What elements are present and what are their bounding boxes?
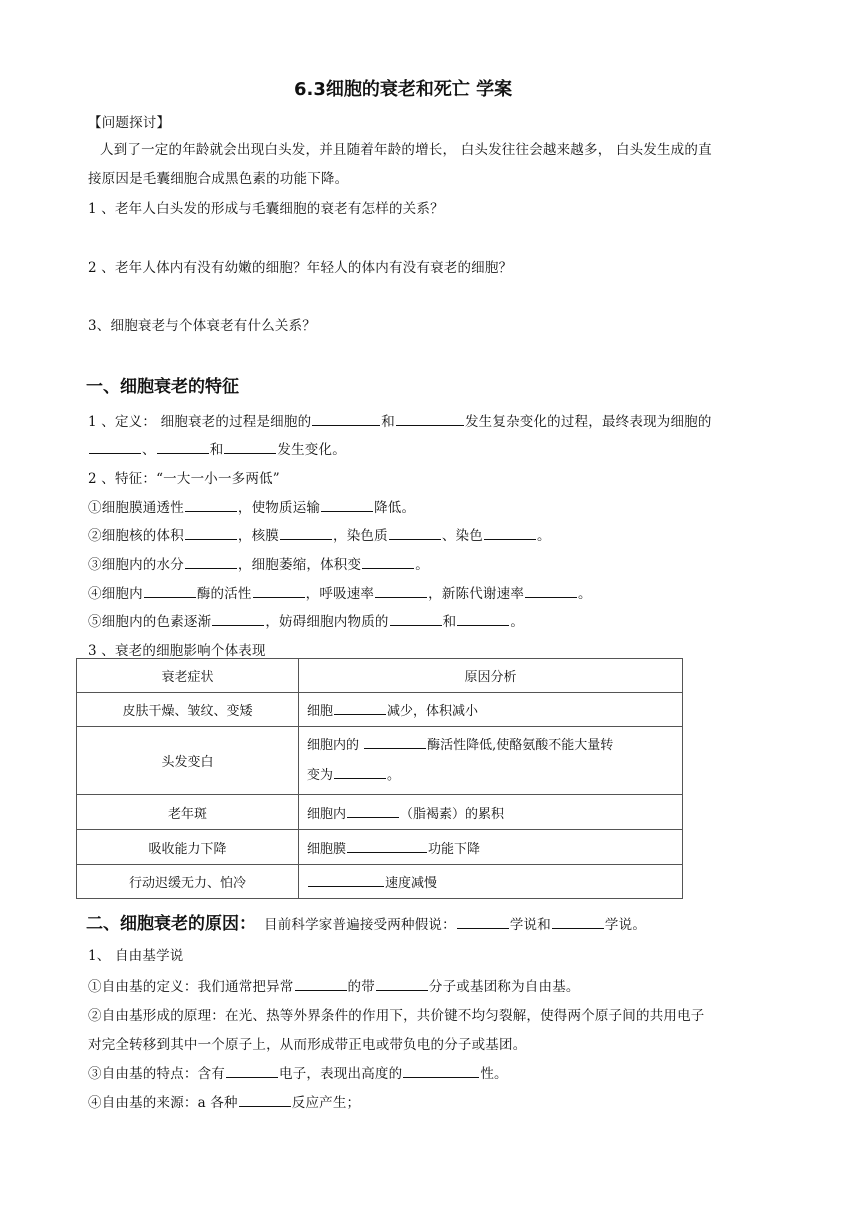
- intro-label: 【问题探讨】: [88, 115, 171, 131]
- feature-text: ②细胞核的体积: [88, 528, 184, 544]
- paragraph-text: 性。: [480, 1066, 508, 1082]
- fill-blank[interactable]: [185, 555, 237, 569]
- section2-intro: [264, 917, 646, 933]
- fill-blank[interactable]: [312, 412, 380, 426]
- fill-blank[interactable]: [226, 1064, 278, 1078]
- fill-blank[interactable]: [334, 765, 386, 779]
- feature-text: 。: [578, 586, 592, 602]
- fill-blank[interactable]: [185, 526, 237, 540]
- section2-intro-text: 目前科学家普遍接受两种假说：: [264, 917, 456, 933]
- cause-text: 细胞内: [307, 806, 347, 822]
- fill-blank[interactable]: [457, 915, 509, 929]
- table-row: [77, 795, 683, 830]
- feature-2: [88, 524, 551, 544]
- question-3: 3、细胞衰老与个体衰老有什么关系？: [88, 318, 316, 334]
- table-row: [77, 830, 683, 865]
- paragraph-text: 的带: [347, 979, 375, 995]
- feature-text: 。: [415, 557, 429, 573]
- cause-text: 功能下降: [428, 841, 481, 857]
- fill-blank[interactable]: [552, 915, 604, 929]
- cause-text: 速度减慢: [385, 876, 438, 891]
- aging-symptoms-table: [76, 658, 683, 899]
- section1-heading: 一、细胞衰老的特征: [86, 377, 239, 397]
- cause-text: 。: [387, 767, 401, 783]
- paragraph-text: ③自由基的特点：含有: [88, 1066, 225, 1082]
- features-title: 2 、特征：“一大一小一多两低”: [88, 471, 280, 487]
- fill-blank[interactable]: [224, 440, 276, 454]
- fill-blank[interactable]: [376, 977, 428, 991]
- page-title: 6.3细胞的衰老和死亡 学案: [294, 79, 513, 100]
- fill-blank[interactable]: [239, 1093, 291, 1107]
- symptom-cell: 头发变白: [77, 727, 299, 795]
- definition-text: 发生变化。: [277, 442, 346, 458]
- cause-cell: [299, 727, 683, 795]
- fill-blank[interactable]: [280, 526, 332, 540]
- section2-intro-text: 学说和: [509, 917, 551, 933]
- cause-cell: [299, 865, 683, 899]
- fill-blank[interactable]: [185, 498, 237, 512]
- section2-heading-line: [86, 909, 646, 934]
- section2-heading: 二、细胞衰老的原因：: [86, 914, 256, 934]
- definition-text: 和: [381, 414, 395, 430]
- feature-text: 。: [510, 614, 525, 630]
- feature-text: ，核膜: [237, 528, 280, 544]
- symptom-cell: 皮肤干燥、皱纹、变矮: [77, 693, 299, 727]
- fill-blank[interactable]: [308, 873, 384, 887]
- fill-blank[interactable]: [396, 412, 464, 426]
- cause-text: 细胞: [307, 704, 334, 719]
- table-row: [77, 727, 683, 795]
- feature-text: ⑤细胞内的色素逐渐: [88, 614, 212, 630]
- feature-text: 降低。: [374, 500, 416, 516]
- table-row: [77, 865, 683, 899]
- cause-text: 细胞内的: [307, 737, 364, 753]
- feature-3: [88, 553, 429, 573]
- subsection-free-radical: 1、 自由基学说: [88, 948, 184, 964]
- cause-cell: [299, 693, 683, 727]
- definition-line1: [88, 410, 712, 430]
- fill-blank[interactable]: [375, 584, 427, 598]
- feature-text: ，染色质: [333, 528, 388, 544]
- fill-blank[interactable]: [525, 584, 577, 598]
- feature-text: ，细胞萎缩，体积变: [237, 557, 362, 573]
- feature-text: ，呼吸速率: [305, 586, 375, 602]
- table-header-row: [77, 659, 683, 693]
- table-row: [77, 693, 683, 727]
- table-header-cell: 衰老症状: [77, 659, 299, 693]
- feature-text: ，新陈代谢速率: [428, 586, 525, 602]
- symptom-cell: 老年斑: [77, 795, 299, 830]
- fill-blank[interactable]: [144, 584, 196, 598]
- fill-blank[interactable]: [389, 526, 441, 540]
- question-2: 2 、老年人体内有没有幼嫩的细胞？年轻人的体内有没有衰老的细胞？: [88, 260, 513, 276]
- definition-text: 和: [209, 442, 224, 458]
- feature-text: ④细胞内: [88, 586, 143, 602]
- definition-line2: [88, 438, 346, 458]
- cause-text: 变为: [307, 767, 334, 783]
- cause-text: 减少，体积减小: [387, 704, 479, 719]
- fill-blank[interactable]: [89, 440, 141, 454]
- feature-text: ③细胞内的水分: [88, 557, 184, 573]
- question-1: 1 、老年人白头发的形成与毛囊细胞的衰老有怎样的关系？: [88, 201, 444, 217]
- feature-1: [88, 496, 415, 516]
- free-radical-principle-line2: 对完全转移到其中一个原子上，从而形成带正电或带负电的分子或基团。: [88, 1037, 527, 1053]
- paragraph-text: 分子或基团称为自由基。: [428, 979, 580, 995]
- fill-blank[interactable]: [484, 526, 536, 540]
- fill-blank[interactable]: [157, 440, 209, 454]
- feature-4: [88, 582, 592, 602]
- fill-blank[interactable]: [295, 977, 347, 991]
- table-header-cell: 原因分析: [299, 659, 683, 693]
- feature-text: 。: [536, 528, 551, 544]
- table-title: 3 、衰老的细胞影响个体表现: [88, 643, 266, 659]
- section2-intro-text: 学说。: [604, 917, 647, 933]
- feature-text: ①细胞膜通透性: [88, 500, 184, 516]
- feature-5: [88, 610, 524, 630]
- fill-blank[interactable]: [364, 735, 426, 749]
- fill-blank[interactable]: [321, 498, 373, 512]
- fill-blank[interactable]: [457, 612, 509, 626]
- symptom-cell: 行动迟缓无力、怕冷: [77, 865, 299, 899]
- paragraph-text: 电子，表现出高度的: [279, 1066, 403, 1082]
- feature-text: 酶的活性: [196, 586, 252, 602]
- free-radical-sources: [88, 1091, 360, 1111]
- fill-blank[interactable]: [253, 584, 305, 598]
- intro-paragraph-line1: 人到了一定的年龄就会出现白头发，并且随着年龄的增长， 白头发往往会越来越多， 白头发生成的直: [100, 142, 712, 158]
- fill-blank[interactable]: [347, 839, 427, 853]
- feature-text: ，妨碍细胞内物质的: [265, 614, 389, 630]
- cause-text: 酶活性降低,使酪氨酸不能大量转: [427, 737, 614, 753]
- cause-cell: [299, 795, 683, 830]
- definition-text: 、: [142, 442, 156, 458]
- fill-blank[interactable]: [334, 701, 386, 715]
- symptom-cell: 吸收能力下降: [77, 830, 299, 865]
- fill-blank[interactable]: [347, 804, 399, 818]
- feature-text: 、染色: [441, 528, 483, 544]
- fill-blank[interactable]: [212, 612, 264, 626]
- free-radical-principle-line1: ②自由基形成的原理：在光、热等外界条件的作用下，共价键不均匀裂解，使得两个原子间的共用电子: [88, 1008, 705, 1024]
- cause-text: （脂褐素）的累积: [400, 806, 505, 822]
- fill-blank[interactable]: [362, 555, 414, 569]
- free-radical-definition: [88, 975, 580, 995]
- feature-text: ，使物质运输: [237, 500, 321, 516]
- feature-text: 和: [442, 614, 457, 630]
- fill-blank[interactable]: [390, 612, 442, 626]
- paragraph-text: 反应产生；: [291, 1095, 361, 1111]
- cause-text: 细胞膜: [307, 841, 347, 857]
- definition-text: 发生复杂变化的过程，最终表现为细胞的: [464, 414, 712, 430]
- paragraph-text: ④自由基的来源：a 各种: [88, 1095, 238, 1111]
- cause-cell: [299, 830, 683, 865]
- intro-paragraph-line2: 接原因是毛囊细胞合成黑色素的功能下降。: [88, 171, 349, 187]
- fill-blank[interactable]: [403, 1064, 479, 1078]
- definition-text: 1 、定义： 细胞衰老的过程是细胞的: [88, 414, 312, 430]
- paragraph-text: ①自由基的定义：我们通常把异常: [88, 979, 294, 995]
- free-radical-features: [88, 1062, 508, 1082]
